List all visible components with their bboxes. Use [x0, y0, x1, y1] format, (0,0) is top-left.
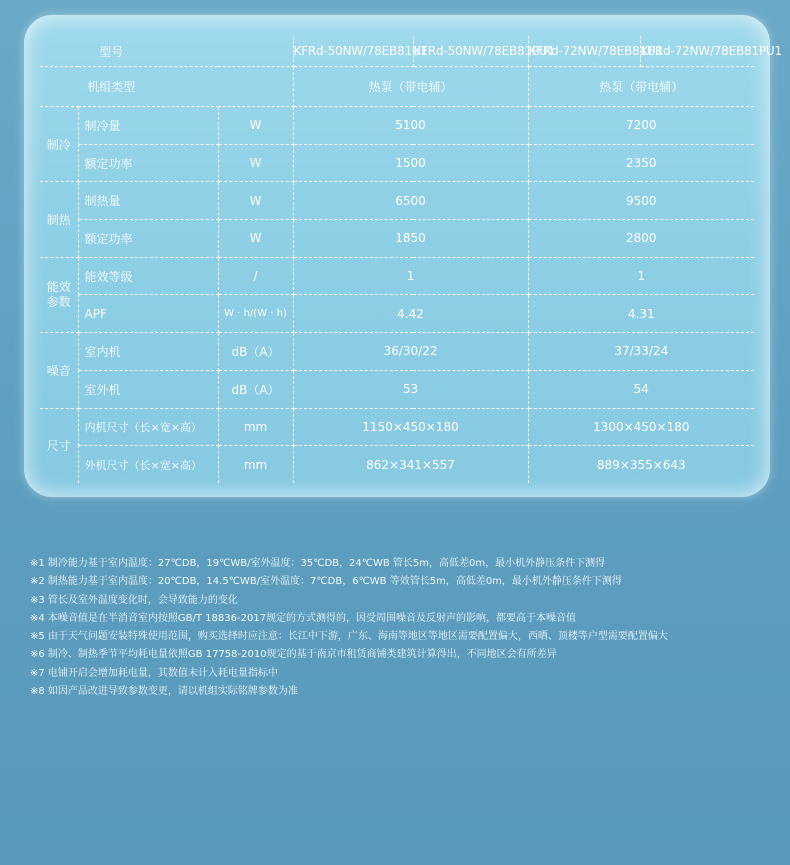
row-name: 制热量 [78, 182, 218, 220]
row-name: 室外机 [78, 370, 218, 408]
footnote: ※2 制热能力基于室内温度：20℃DB，14.5℃WB/室外温度：7℃DB，6℃WB 等效管长5m，高低差0m，最小机外静压条件下测得 [30, 576, 622, 588]
row-unit: W · h/(W · h) [218, 295, 293, 333]
row-unit: mm [218, 446, 293, 483]
model-name: KFRd-50NW/78EB81PU1 [413, 36, 528, 67]
row-value: 54 [528, 370, 754, 408]
row-value: 5100 [293, 107, 528, 145]
row-unit: W [218, 107, 293, 145]
spec-row [40, 257, 754, 295]
row-name: 能效等级 [78, 257, 218, 295]
row-value: 1 [293, 257, 528, 295]
unit-type-label: 机组类型 [40, 67, 293, 107]
row-name: 额定功率 [78, 144, 218, 182]
spec-row [40, 144, 754, 182]
footnote: ※6 制冷、制热季节平均耗电量依照GB 17758-2010规定的基于南京市租赁商铺类建筑计算得出，不同地区会有所差异 [30, 649, 557, 661]
row-value: 4.42 [293, 295, 528, 333]
row-unit: dB（A） [218, 370, 293, 408]
footnote: ※1 制冷能力基于室内温度：27℃DB，19℃WB/室外温度：35℃DB，24℃WB 管长5m，高低差0m，最小机外静压条件下测得 [30, 558, 606, 569]
group-efficiency [40, 257, 78, 332]
model-name: KFRd-72NW/78EB81PU1 [640, 36, 754, 67]
row-value: 1 [528, 257, 754, 295]
row-value: 1850 [293, 220, 528, 258]
row-name: 外机尺寸（长×宽×高） [78, 446, 218, 483]
row-value: 36/30/22 [293, 333, 528, 371]
row-value: 1150×450×180 [293, 408, 528, 446]
row-name: 室内机 [78, 333, 218, 371]
row-unit: W [218, 220, 293, 258]
row-unit: dB（A） [218, 333, 293, 371]
spec-row [40, 107, 754, 145]
row-value: 7200 [528, 107, 754, 145]
row-value: 1300×450×180 [528, 408, 754, 446]
footnote: ※7 电铺开启会增加耗电量，其数值未计入耗电量指标中 [30, 667, 278, 679]
row-value: 2350 [528, 144, 754, 182]
footnote: ※3 管长及室外温度变化时，会导致能力的变化 [30, 594, 238, 606]
footnote: ※8 如因产品改进导致参数变更，请以机组实际铭牌参数为准 [30, 686, 298, 698]
group-efficiency-label: 能效参数 [46, 279, 71, 309]
footnote: ※4 本噪音值是在半消音室内按照GB/T 18836-2017规定的方式测得的，因受周围噪音及反射声的影响，都要高于本噪音值 [30, 612, 577, 624]
spec-row [40, 182, 754, 220]
row-unit: W [218, 182, 293, 220]
row-value: 1500 [293, 144, 528, 182]
footnotes [30, 555, 770, 701]
model-name: KFRd-50NW/78EB81U1 [293, 36, 413, 67]
spec-row [40, 220, 754, 258]
row-name: 内机尺寸（长×宽×高） [78, 408, 218, 446]
row-value: 4.31 [528, 295, 754, 333]
group-cooling: 制冷 [40, 107, 78, 182]
unit-type-value: 热泵（带电辅） [293, 67, 528, 107]
group-size: 尺寸 [40, 408, 78, 483]
row-value: 2800 [528, 220, 754, 258]
row-value: 6500 [293, 182, 528, 220]
row-value: 9500 [528, 182, 754, 220]
group-noise: 噪音 [40, 333, 78, 408]
row-value: 889×355×643 [596, 457, 686, 472]
row-value: 53 [293, 370, 528, 408]
row-name: APF [78, 295, 218, 333]
row-name: 额定功率 [78, 220, 218, 258]
spec-row [40, 408, 754, 446]
row-unit: / [218, 257, 293, 295]
unit-type-value: 热泵（带电辅） [528, 67, 754, 107]
row-name: 制冷量 [78, 107, 218, 145]
footnote: ※5 由于天气问题安装特殊使用范围，购买选择时应注意：长江中下游，广东、海南等地区等地区需要配置偏大，西晒、顶楼等户型需要配置偏大 [30, 631, 668, 643]
spec-row [40, 446, 754, 483]
row-unit: W [218, 144, 293, 182]
row-value: 862×341×557 [293, 446, 528, 483]
spec-row [40, 333, 754, 371]
row-unit: mm [218, 408, 293, 446]
spec-table [40, 36, 782, 483]
model-row [40, 36, 754, 67]
row-value: 37/33/24 [528, 333, 754, 371]
unit-type-row [40, 67, 754, 107]
spec-row [40, 295, 754, 333]
model-name: KFRd-72NW/78EB81U1 [528, 36, 640, 67]
model-label: 型号 [40, 36, 293, 67]
spec-row [40, 370, 754, 408]
group-heating: 制热 [40, 182, 78, 257]
